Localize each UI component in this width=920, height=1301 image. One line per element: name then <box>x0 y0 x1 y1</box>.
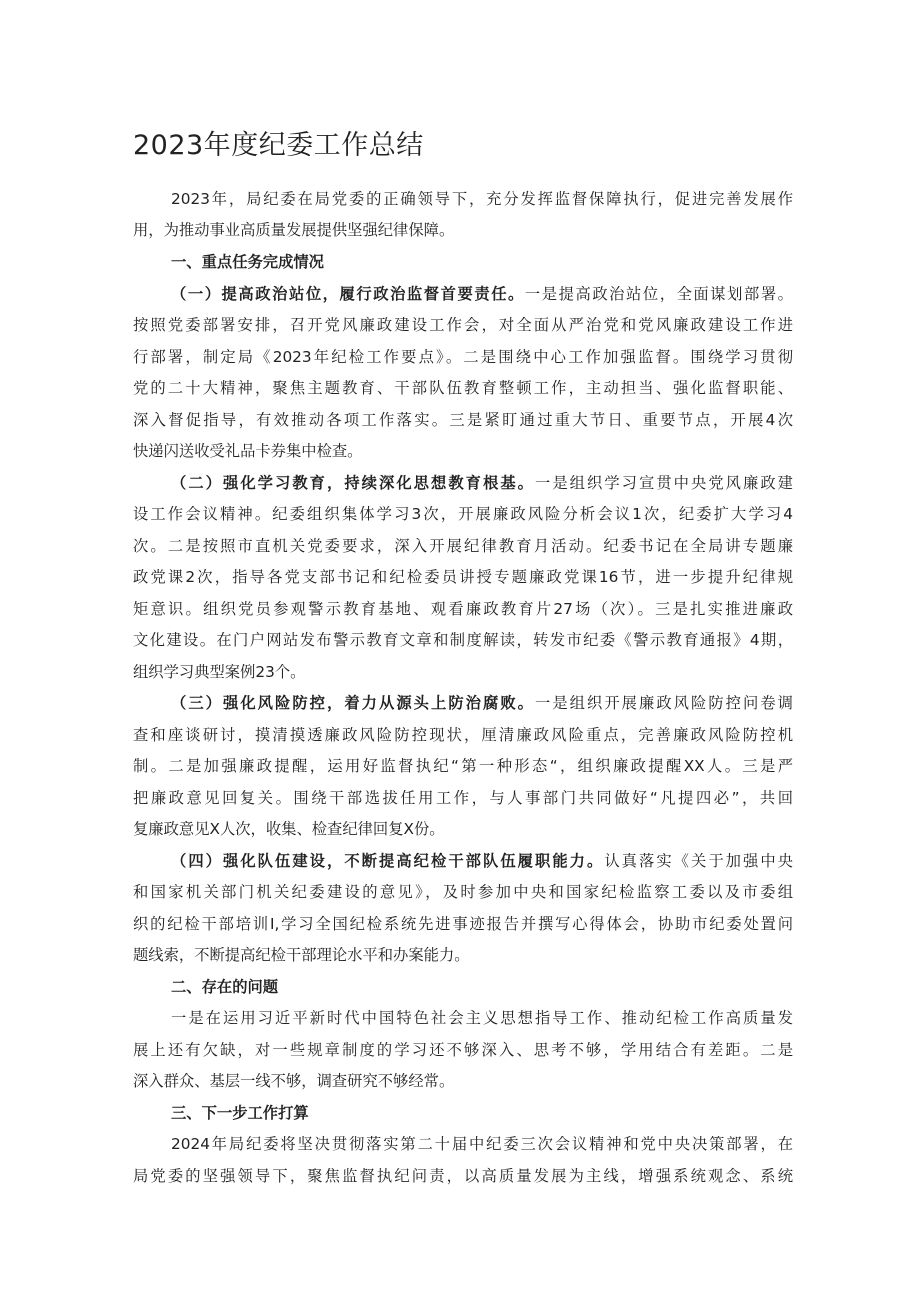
paragraph-text: 认真落实《关于加强中央 <box>604 852 793 870</box>
paragraph-text: 一是提高政治站位，全面谋划部署。 <box>524 285 793 303</box>
section-heading: 一、重点任务完成情况 <box>171 253 324 271</box>
paragraph-line: 2023年，局纪委在局党委的正确领导下，充分发挥监督保障执行，促进完善发展作 <box>171 190 793 208</box>
paragraph-line: 和国家机关部门机关纪委建设的意见》，及时参加中央和国家纪检监察工委以及市委组 <box>133 883 793 901</box>
paragraph-line: 矩意识。组织党员参观警示教育基地、观看廉政教育片27场（次）。三是扎实推进廉政 <box>133 600 793 618</box>
paragraph-line: 制。二是加强廉政提醒，运用好监督执纪“第一种形态“，组织廉政提醒XX人。三是严 <box>133 757 793 775</box>
paragraph-line: 局党委的坚强领导下，聚焦监督执纪问责，以高质量发展为主线，增强系统观念、系统 <box>133 1167 793 1185</box>
paragraph-line: 2024年局纪委将坚决贯彻落实第二十届中纪委三次会议精神和党中央决策部署，在 <box>171 1135 793 1153</box>
subheading: （四）强化队伍建设，不断提高纪检干部队伍履职能力。 <box>171 852 605 870</box>
paragraph-line: 复廉政意见X人次，收集、检查纪律回复X份。 <box>133 820 445 838</box>
document-title: 2023年度纪委工作总结 <box>133 130 424 161</box>
paragraph-line: 织的纪检干部培训I,学习全国纪检系统先进事迹报告并撰写心得体会，协助市纪委处置问 <box>133 915 793 933</box>
paragraph-line <box>171 473 793 495</box>
paragraph-line: 政党课2次，指导各党支部书记和纪检委员讲授专题廉政党课16节，进一步提升纪律规 <box>133 568 793 586</box>
paragraph-line: 一是在运用习近平新时代中国特色社会主义思想指导工作、推动纪检工作高质量发 <box>171 1009 793 1027</box>
paragraph-line: 展上还有欠缺，对一些规章制度的学习还不够深入、思考不够，学用结合有差距。二是 <box>133 1041 793 1059</box>
paragraph-line: 把廉政意见回复关。围绕干部选拔任用工作，与人事部门共同做好“凡提四必”，共回 <box>133 789 793 807</box>
paragraph-line: 组织学习典型案例23个。 <box>133 663 306 681</box>
section-heading: 三、下一步工作打算 <box>171 1104 309 1122</box>
paragraph-line: 设工作会议精神。纪委组织集体学习3次，开展廉政风险分析会议1次，纪委扩大学习4 <box>133 505 793 523</box>
paragraph-line: 文化建设。在门户网站发布警示教育文章和制度解读，转发市纪委《警示教育通报》4期， <box>133 631 793 649</box>
paragraph-line: 行部署，制定局《2023年纪检工作要点》。二是围绕中心工作加强监督。围绕学习贯彻 <box>133 348 793 366</box>
paragraph-line: 深入群众、基层一线不够，调查研究不够经常。 <box>133 1072 455 1090</box>
paragraph-line: 深入督促指导，有效推动各项工作落实。三是紧盯通过重大节日、重要节点，开展4次 <box>133 411 793 429</box>
paragraph-line <box>171 284 793 306</box>
paragraph-line <box>171 693 793 715</box>
paragraph-line: 题线索，不断提高纪检干部理论水平和办案能力。 <box>133 946 470 964</box>
subheading: （三）强化风险防控，着力从源头上防治腐败。 <box>171 694 536 712</box>
paragraph-text: 一是组织学习宣贯中央党风廉政建 <box>535 474 793 492</box>
subheading: （二）强化学习教育，持续深化思想教育根基。 <box>171 474 536 492</box>
paragraph-line: 快递闪送收受礼品卡券集中检查。 <box>133 442 363 460</box>
paragraph-line: 按照党委部署安排，召开党风廉政建设工作会，对全面从严治党和党风廉政建设工作进 <box>133 316 793 334</box>
paragraph-text: 一是组织开展廉政风险防控问卷调 <box>535 694 793 712</box>
paragraph-line <box>171 851 793 873</box>
section-heading: 二、存在的问题 <box>171 978 279 996</box>
paragraph-line: 次。二是按照市直机关党委要求，深入开展纪律教育月活动。纪委书记在全局讲专题廉 <box>133 537 793 555</box>
paragraph-line: 党的二十大精神，聚焦主题教育、干部队伍教育整顿工作，主动担当、强化监督职能、 <box>133 379 793 397</box>
paragraph-line: 用，为推动事业高质量发展提供坚强纪律保障。 <box>133 221 455 239</box>
paragraph-line: 查和座谈研讨，摸清摸透廉政风险防控现状，厘清廉政风险重点，完善廉政风险防控机 <box>133 726 793 744</box>
subheading: （一）提高政治站位，履行政治监督首要责任。 <box>171 285 525 303</box>
